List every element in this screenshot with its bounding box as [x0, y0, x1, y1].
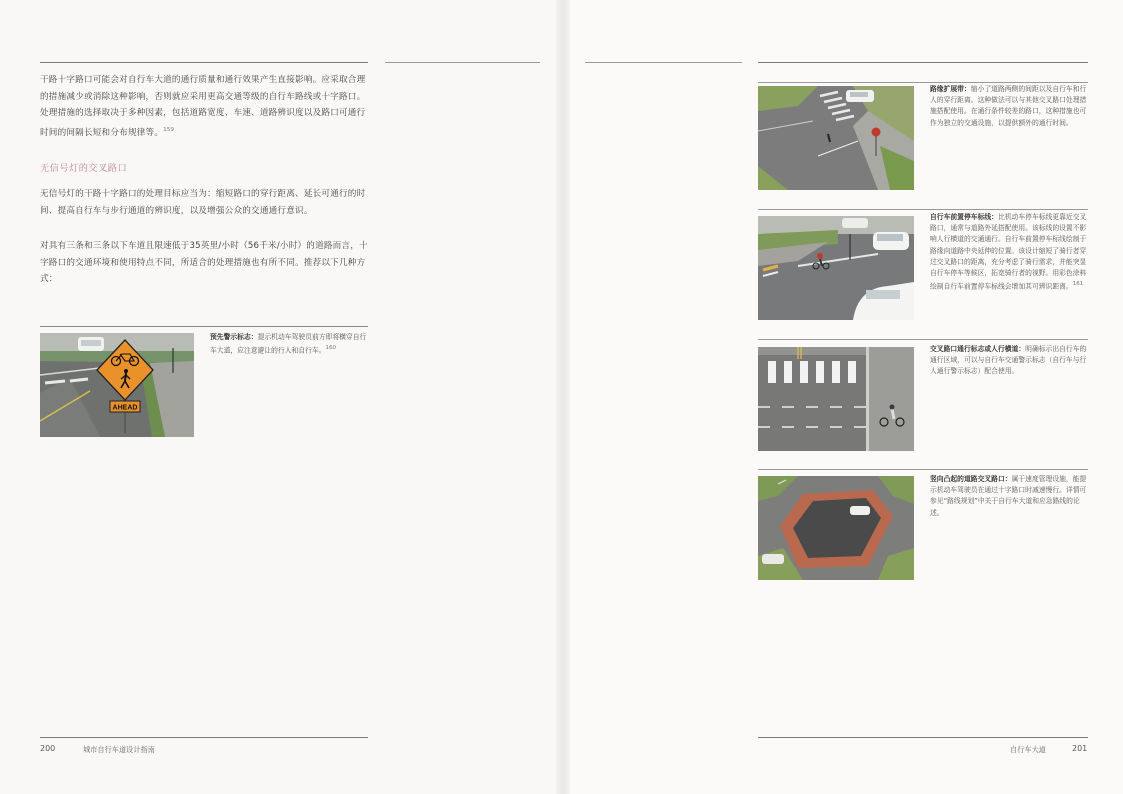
figure5-caption: [930, 474, 1088, 519]
section-heading: 无信号灯的交叉路口: [40, 163, 128, 174]
crossing-markings-illustration: [758, 347, 914, 451]
figure4-caption: [930, 344, 1088, 378]
page-number-right: 201: [1072, 744, 1088, 753]
figure1-caption: [210, 332, 368, 357]
ahead-plaque-text: AHEAD: [112, 404, 138, 412]
figure3-text: 比机动车停车标线更靠近交叉路口，通常与道路外延搭配使用。该标线的设置不影响人行横道的交通通行。自行车前置停车标线绘制于路缘向道路中央延伸的位置。该设计缩短了骑行者穿过交叉路口的距离，充分考虑了骑行需求，并能突显自行车停车等候区，拓宽骑行者的视野。用彩色涂料绘制自行车前置停车标线会增加其可辨识距离。: [930, 213, 1087, 291]
footer-rule-right: [758, 737, 1088, 738]
chapter-title-footer: 自行车大道: [1010, 745, 1046, 754]
top-rule-left-2: [385, 62, 540, 63]
bike-box-photo: [758, 216, 914, 320]
footer-rule-left: [40, 737, 368, 738]
figure1-rule: [40, 326, 368, 327]
figure2-text: 缩小了道路两侧的间距以及自行车和行人的穿行距离。这种做法可以与其他交叉路口处理措施搭配使用。在通行条件较差的路口，这种措施也可作为独立的交通设施，以提供额外的通行时间。: [930, 85, 1087, 127]
book-title-footer: 城市自行车道设计指南: [83, 745, 155, 754]
warning-sign-illustration: [40, 333, 194, 437]
figure5-title: 竖向凸起的道路交叉路口：: [930, 475, 1012, 483]
figure2-caption: [930, 84, 1088, 129]
raised-intersection-photo: [758, 476, 914, 580]
figure4-rule: [758, 339, 1088, 340]
curb-extension-photo: [758, 86, 914, 190]
goal-paragraph: 无信号灯的干路十字路口的处理目标应当为：缩短路口的穿行距离、延长可通行的时间、提高自行车与步行通道的辨识度，以及增强公众的交通通行意识。: [40, 189, 366, 216]
page-number-left: 200: [40, 744, 56, 753]
figure3-rule: [758, 209, 1088, 210]
recommendation-paragraph: 对具有三条和三条以下车道且限速低于35英里/小时（56千米/小时）的道路而言，十字路口的交通环境和使用特点不同，所适合的处理措施也有所不同。推荐以下几种方式：: [40, 241, 368, 284]
top-rule-right-1: [585, 62, 742, 63]
curb-extension-illustration: [758, 86, 914, 190]
figure2-title: 路缘扩展带：: [930, 85, 971, 93]
intro-paragraph: 干路十字路口可能会对自行车大道的通行质量和通行效果产生直接影响。应采取合理的措施减少或消除这种影响，否则就应采用更高交通等级的自行车路线或十字路口。处理措施的选择取决于多种因素，包括道路宽度、车速、道路辨识度以及路口可通行时间的间隔长短和分布规律等。$^{159}$: [40, 75, 366, 138]
figure2-rule: [758, 82, 1088, 83]
bike-box-illustration: [758, 216, 914, 320]
figure1-text: 提示机动车驾驶员前方即将横穿自行车大道，应注意避让的行人和自行车。: [210, 333, 367, 355]
figure1-ref: 160: [325, 345, 337, 352]
figure3-ref: 161: [1072, 281, 1084, 288]
warning-sign-photo: [40, 333, 194, 437]
figure3-title: 自行车前置停车标线：: [930, 213, 998, 221]
figure5-text: 属于速度管理设施，能提示机动车驾驶员在通过十字路口时减速慢行。详情可参见“路线规划”中关于自行车大道和应急路线的论述。: [930, 475, 1087, 517]
footnote-ref: 159: [163, 126, 175, 133]
figure5-rule: [758, 469, 1088, 470]
figure1-title: 预先警示标志：: [210, 333, 258, 341]
figure4-title: 交叉路口通行标志或人行横道：: [930, 345, 1026, 353]
top-rule-left-1: [40, 62, 368, 63]
crossing-markings-photo: [758, 347, 914, 451]
top-rule-right-2: [758, 62, 1088, 63]
figure4-text: 明确标示出自行车的通行区域，可以与自行车交通警示标志（自行车与行人通行警示标志）配合使用。: [930, 345, 1087, 376]
book-gutter: [556, 0, 570, 794]
figure3-caption: [930, 212, 1088, 293]
raised-intersection-illustration: [758, 476, 914, 580]
